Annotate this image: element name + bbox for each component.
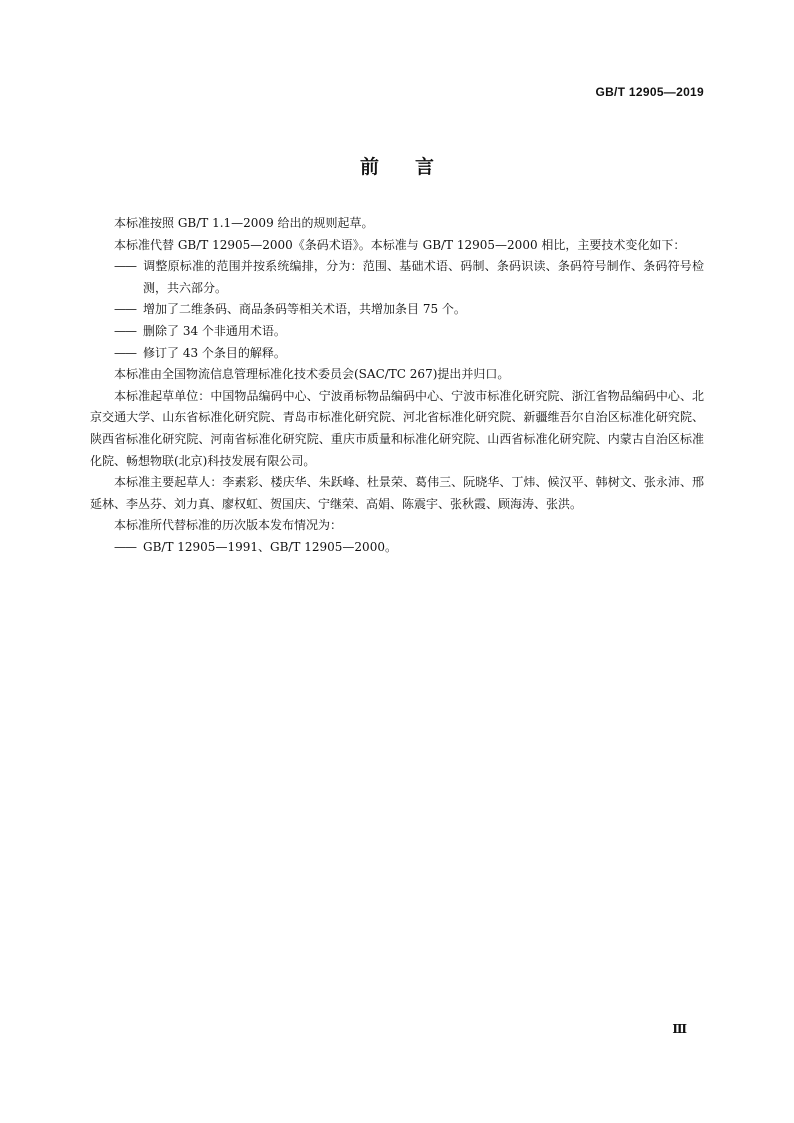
standard-code: GB/T 12905—2019 [595,85,704,99]
dash-marker: —— [114,302,136,317]
change-item-text: 增加了二维条码、商品条码等相关术语，共增加条目 75 个。 [143,302,466,317]
history-item [90,537,704,559]
dash-marker: —— [114,345,136,360]
change-item-text: 修订了 43 个条目的解释。 [143,345,286,360]
dash-marker: —— [114,259,136,274]
change-item-text: 删除了 34 个非通用术语。 [143,323,286,338]
history-item-text: GB/T 12905—1991、GB/T 12905—2000。 [143,539,397,554]
change-item-text: 调整原标准的范围并按系统编排，分为：范围、基础术语、码制、条码识读、条码符号制作、条码符号检测，共六部分。 [143,259,704,295]
change-item [90,321,704,343]
change-item [90,343,704,365]
paragraph-replacement: 本标准代替 GB/T 12905—2000《条码术语》。本标准与 GB/T 12905—2000 相比，主要技术变化如下： [114,237,686,252]
foreword-body [90,213,704,559]
paragraph-drafting-units: 本标准起草单位：中国物品编码中心、宁波甬标物品编码中心、宁波市标准化研究院、浙江省物品编码中心、北京交通大学、山东省标准化研究院、青岛市标准化研究院、河北省标准化研究院、新疆维吾尔自治区标准化研究院、陕西省标准化研究院、河南省标准化研究院、重庆市质量和标准化研究院、山西省标准化研究院、内蒙古自治区标准化院、畅想物联(北京)科技发展有限公司。 [90,388,704,468]
paragraph-drafters: 本标准主要起草人：李素彩、楼庆华、朱跃峰、杜景荣、葛伟三、阮晓华、丁炜、候汉平、韩树文、张永沛、邢延林、李丛芬、刘力真、廖权虹、贺国庆、宁继荣、高娟、陈震宇、张秋霞、顾海涛、张洪。 [90,475,704,511]
dash-marker: —— [114,539,136,554]
page-title: 前言 [359,156,470,178]
change-item [90,256,704,299]
paragraph-history: 本标准所代替标准的历次版本发布情况为： [114,518,343,533]
paragraph-drafting-rules: 本标准按照 GB/T 1.1—2009 给出的规则起草。 [114,216,374,230]
change-item [90,299,704,321]
paragraph-proposer: 本标准由全国物流信息管理标准化技术委员会(SAC/TC 267)提出并归口。 [114,367,510,382]
page-number: Ⅲ [672,1022,687,1036]
dash-marker: —— [114,323,136,338]
